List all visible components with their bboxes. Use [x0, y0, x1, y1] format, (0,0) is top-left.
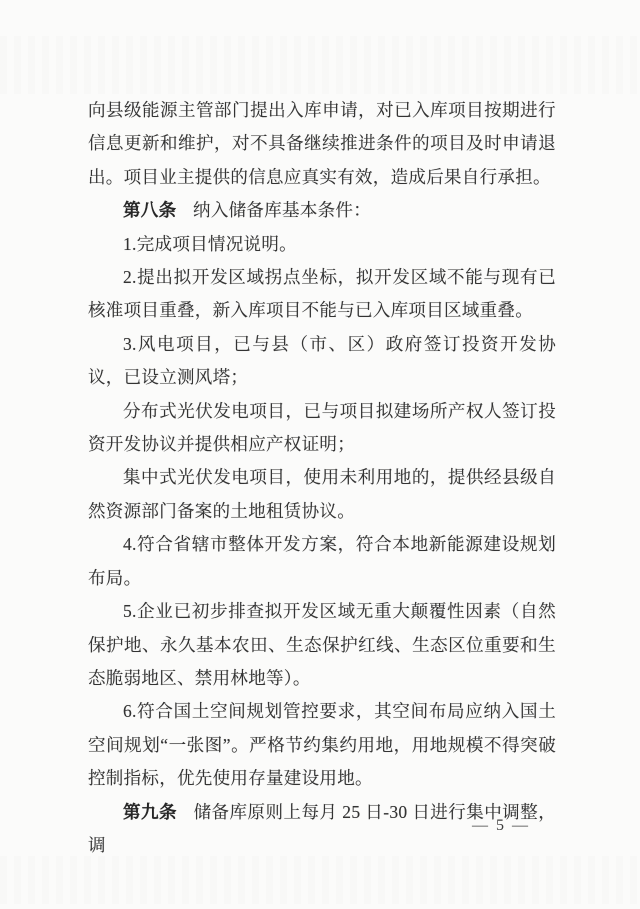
paragraph-text: 4.符合省辖市整体开发方案，符合本地新能源建设规划布局。 — [88, 534, 556, 588]
scan-artifact-band-bottom — [0, 856, 640, 904]
paragraph-item-3-centralized-pv — [88, 461, 556, 528]
paragraph-item-6 — [88, 695, 556, 795]
document-body — [88, 94, 556, 862]
paragraph-text: 6.符合国土空间规划管控要求，其空间布局应纳入国土空间规划“一张图”。严格节约集约用地，用地规模不得突破控制指标，优先使用存量建设用地。 — [88, 701, 556, 789]
article-heading: 第九条 — [123, 801, 177, 822]
paragraph-text: 分布式光伏发电项目，已与项目拟建场所产权人签订投资开发协议并提供相应产权证明； — [88, 400, 556, 455]
paragraph-item-3-wind — [88, 328, 556, 395]
scan-artifact-band-top — [0, 36, 640, 94]
article-heading: 第八条 — [123, 200, 177, 221]
paragraph-text: 2.提出拟开发区域拐点坐标，拟开发区域不能与现有已核准项目重叠，新入库项目不能与已入库项目区域重叠。 — [88, 267, 556, 321]
paragraph-text: 储备库原则上每月 25 日-30 日进行集中调整，调 — [88, 801, 556, 855]
paragraph-text: 向县级能源主管部门提出入库申请，对已入库项目按期进行信息更新和维护，对不具备继续推进条件的项目及时申请退出。项目业主提供的信息应真实有效，造成后果自行承担。 — [88, 100, 556, 187]
paragraph-text: 集中式光伏发电项目，使用未利用地的，提供经县级自然资源部门备案的土地租赁协议。 — [88, 467, 556, 521]
paragraph-article-8 — [88, 194, 556, 227]
paragraph-text: 1.完成项目情况说明。 — [123, 233, 297, 254]
paragraph-item-2 — [88, 261, 556, 328]
paragraph-text: 5.企业已初步排查拟开发区域无重大颠覆性因素（自然保护地、永久基本农田、生态保护红线、生态区位重要和生态脆弱地区、禁用林地等）。 — [88, 601, 556, 688]
paragraph-item-3-distributed-pv — [88, 395, 556, 462]
page-number: — 5 — — [472, 817, 530, 834]
paragraph-item-5 — [88, 595, 556, 695]
paragraph-continuation — [88, 94, 556, 194]
paragraph-item-1 — [88, 228, 556, 261]
paragraph-text: 3.风电项目，已与县（市、区）政府签订投资开发协议，已设立测风塔； — [88, 333, 556, 388]
paragraph-item-4 — [88, 528, 556, 595]
paragraph-text: 纳入储备库基本条件： — [193, 200, 372, 221]
